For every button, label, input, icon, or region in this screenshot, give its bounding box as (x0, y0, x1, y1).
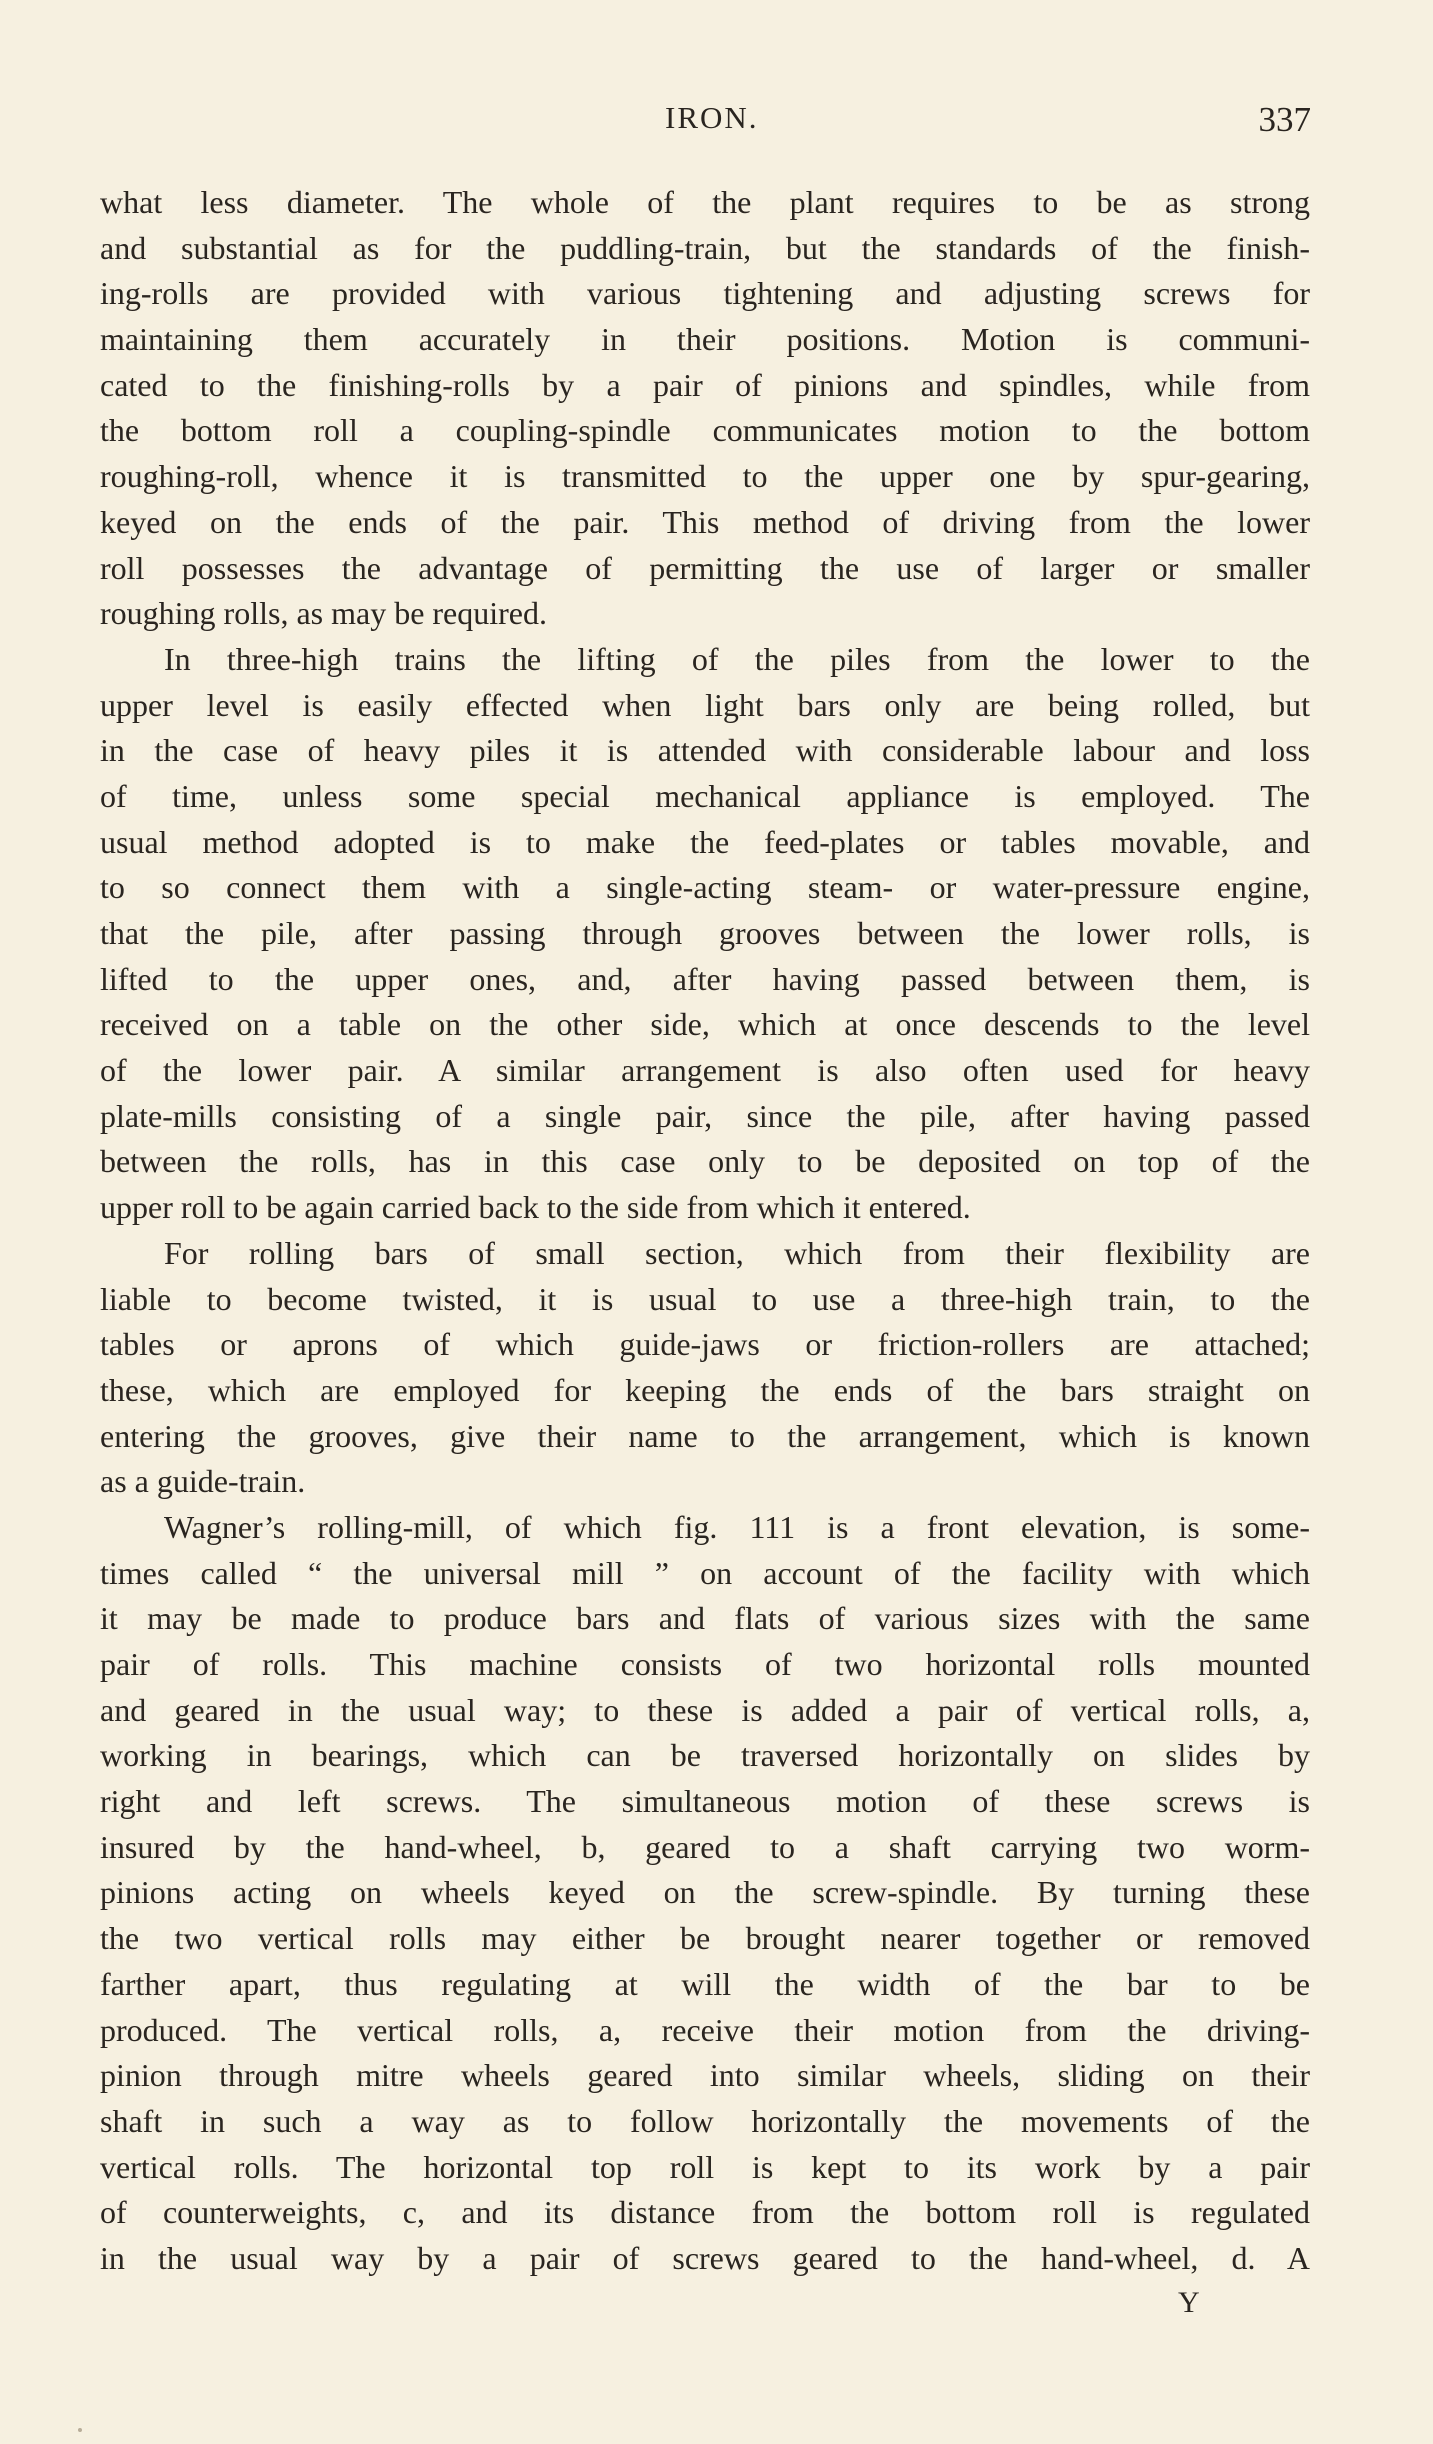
text-line: in the usual way by a pair of screws geared to the hand-wheel, d. A (100, 2239, 1310, 2276)
text-line: In three-high trains the lifting of the piles from the lower to the (164, 640, 1310, 677)
text-line: between the rolls, has in this case only to be deposited on top of the (100, 1143, 1310, 1180)
text-line: as a guide-train. (100, 1463, 306, 1500)
text-line: upper level is easily effected when light bars only are being rolled, but (100, 686, 1310, 723)
text-line: roll possesses the advantage of permitting the use of larger or smaller (100, 549, 1310, 586)
text-line: these, which are employed for keeping the ends of the bars straight on (100, 1371, 1310, 1408)
text-line: liable to become twisted, it is usual to use a three-high train, to the (100, 1280, 1310, 1317)
text-line: lifted to the upper ones, and, after having passed between them, is (100, 960, 1310, 997)
text-line: roughing-roll, whence it is transmitted to the upper one by spur-gearing, (100, 458, 1310, 495)
text-line: what less diameter. The whole of the plant requires to be as strong (100, 184, 1310, 220)
text-line: Wagner’s rolling-mill, of which fig. 111 is a front elevation, is some- (164, 1508, 1310, 1545)
text-line: farther apart, thus regulating at will the width of the bar to be (100, 1965, 1310, 2002)
text-line: in the case of heavy piles it is attended with considerable labour and loss (100, 732, 1310, 769)
running-head (0, 100, 1433, 150)
text-line: pair of rolls. This machine consists of two horizontal rolls mounted (100, 1646, 1310, 1682)
running-title: IRON. (665, 100, 759, 135)
text-line: times called “ the universal mill ” on account of the facility with which (100, 1554, 1310, 1591)
text-line: and substantial as for the puddling-train, but the standards of the finish- (100, 229, 1310, 266)
text-line: pinions acting on wheels keyed on the screw-spindle. By turning these (100, 1874, 1310, 1911)
text-line: to so connect them with a single-acting steam- or water-pressure engine, (100, 869, 1310, 906)
text-line: pinion through mitre wheels geared into similar wheels, sliding on their (100, 2057, 1310, 2094)
text-line: ing-rolls are provided with various tightening and adjusting screws for (100, 275, 1310, 312)
text-line: insured by the hand-wheel, b, geared to a shaft carrying two worm- (100, 1828, 1310, 1865)
text-line: cated to the finishing-rolls by a pair of pinions and spindles, while from (100, 366, 1310, 403)
text-line: For rolling bars of small section, which from their flexibility are (164, 1234, 1310, 1271)
text-line: and geared in the usual way; to these is added a pair of vertical rolls, a, (100, 1691, 1310, 1728)
text-line: vertical rolls. The horizontal top roll is kept to its work by a pair (100, 2148, 1310, 2185)
text-line: of counterweights, c, and its distance from the bottom roll is regulated (100, 2194, 1310, 2231)
text-line: of time, unless some special mechanical appliance is employed. The (100, 777, 1310, 814)
text-line: upper roll to be again carried back to the side from which it entered. (100, 1189, 971, 1226)
page-number: 337 (1258, 100, 1311, 139)
text-line: tables or aprons of which guide-jaws or friction-rollers are attached; (100, 1326, 1310, 1363)
text-line: shaft in such a way as to follow horizontally the movements of the (100, 2102, 1310, 2139)
text-line: it may be made to produce bars and flats of various sizes with the same (100, 1600, 1310, 1637)
text-line: that the pile, after passing through grooves between the lower rolls, is (100, 915, 1310, 951)
text-line: right and left screws. The simultaneous motion of these screws is (100, 1783, 1310, 1820)
text-line: the two vertical rolls may either be brought nearer together or removed (100, 1920, 1310, 1957)
text-line: keyed on the ends of the pair. This method of driving from the lower (100, 503, 1310, 540)
text-line: of the lower pair. A similar arrangement is also often used for heavy (100, 1052, 1310, 1089)
text-line: working in bearings, which can be traversed horizontally on slides by (100, 1737, 1310, 1774)
text-line: the bottom roll a coupling-spindle communicates motion to the bottom (100, 412, 1310, 449)
text-line: produced. The vertical rolls, a, receive their motion from the driving- (100, 2011, 1310, 2048)
body-text (100, 180, 1310, 2282)
text-line: plate-mills consisting of a single pair, since the pile, after having passed (100, 1097, 1310, 1134)
paper-speck (78, 2428, 82, 2432)
text-line: usual method adopted is to make the feed-plates or tables movable, and (100, 823, 1310, 860)
text-line: roughing rolls, as may be required. (100, 595, 547, 632)
text-line: received on a table on the other side, which at once descends to the level (100, 1006, 1310, 1043)
text-line: entering the grooves, give their name to the arrangement, which is known (100, 1417, 1310, 1454)
signature-mark: Y (1178, 2286, 1201, 2319)
text-line: maintaining them accurately in their positions. Motion is communi- (100, 321, 1310, 358)
